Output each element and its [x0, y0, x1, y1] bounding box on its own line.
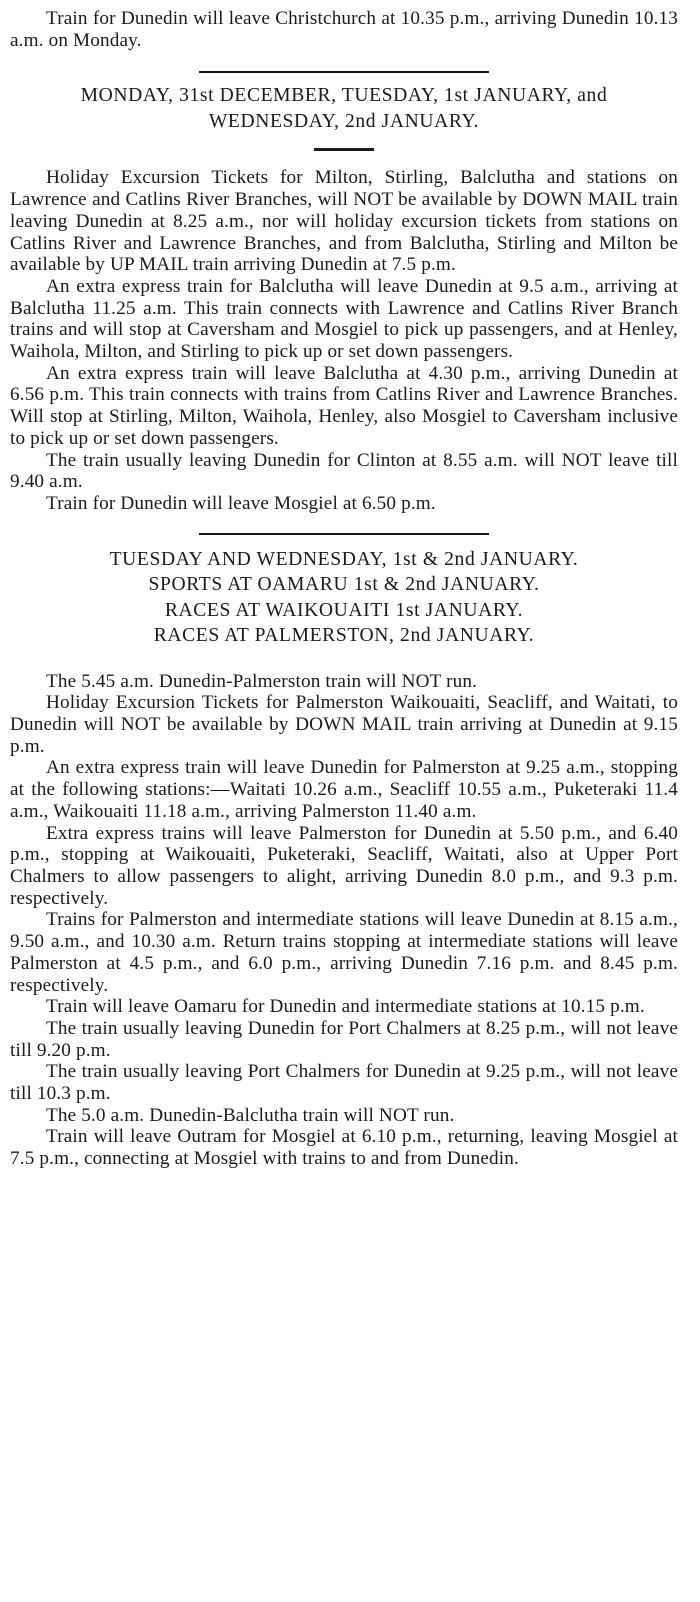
- section-races-sports: [10, 547, 678, 1170]
- notice-paragraph: Train will leave Oamaru for Dunedin and intermediate stations at 10.15 p.m.: [46, 996, 645, 1018]
- divider-rule: [199, 71, 489, 73]
- heading-underline: [314, 148, 374, 151]
- intro-section: [10, 8, 678, 51]
- divider-rule: [199, 533, 489, 535]
- section-heading: TUESDAY AND WEDNESDAY, 1st & 2nd JANUARY.: [109, 548, 579, 570]
- notice-paragraph: Holiday Excursion Tickets for Milton, Stirling, Balclutha and stations on Lawrence and Catlins River Branches, will NOT be available by DOWN MAIL train leaving Dunedin at 8.25 a.m., nor will holiday excursion tickets from stations on Catlins River and Lawrence Branches, and from Balclutha, Stirling and Milton be available by UP MAIL train arriving Dunedin at 7.5 p.m.: [10, 167, 678, 276]
- section-subheading: SPORTS AT OAMARU 1st & 2nd JANUARY.: [148, 574, 540, 596]
- notice-paragraph: The 5.0 a.m. Dunedin-Balclutha train will NOT run.: [46, 1104, 455, 1126]
- notice-paragraph: Train for Dunedin will leave Mosgiel at 6.50 p.m.: [46, 492, 436, 514]
- notice-paragraph: An extra express train for Balclutha will leave Dunedin at 9.5 a.m., arriving at Balclutha 11.25 a.m. This train connects with Lawrence and Catlins River Branch trains and will stop at Caversham and Mosgiel to pick up passengers, and at Henley, Waihola, Milton, and Stirling to pick up or set down passengers.: [10, 275, 678, 363]
- newspaper-notice: [10, 8, 678, 1170]
- notice-paragraph: The train usually leaving Dunedin for Clinton at 8.55 a.m. will NOT leave till 9.40 a.m.: [10, 449, 678, 493]
- section-subheading: RACES AT WAIKOUAITI 1st JANUARY.: [164, 599, 524, 621]
- notice-paragraph: The 5.45 a.m. Dunedin-Palmerston train will NOT run.: [46, 670, 478, 692]
- notice-paragraph: Extra express trains will leave Palmerston for Dunedin at 5.50 p.m., and 6.40 p.m., stopping at Waikouaiti, Puketeraki, Seacliff, Waitati, also at Upper Port Chalmers to allow passengers to alight, arriving Dunedin 8.0 p.m., and 9.3 p.m. respectively.: [10, 822, 678, 909]
- notice-paragraph: Trains for Palmerston and intermediate stations will leave Dunedin at 8.15 a.m., 9.50 a.m., and 10.30 a.m. Return trains stopping at intermediate stations will leave Palmerston at 4.5 p.m., and 6.0 p.m., arriving Dunedin 7.16 p.m. and 8.45 p.m. respectively.: [10, 909, 678, 996]
- notice-paragraph: An extra express train will leave Balclutha at 4.30 p.m., arriving Dunedin at 6.56 p.m. This train connects with trains from Catlins River and Lawrence Branches. Will stop at Stirling, Milton, Waihola, Henley, also Mosgiel to Caversham inclusive to pick up or set down passengers.: [10, 362, 678, 449]
- intro-paragraph: Train for Dunedin will leave Christchurch at 10.35 p.m., arriving Dunedin 10.13 a.m. on Monday.: [10, 8, 678, 51]
- notice-paragraph: An extra express train will leave Dunedin for Palmerston at 9.25 a.m., stopping at the following stations:—Waitati 10.26 a.m., Seacliff 10.55 a.m., Puketeraki 11.4 a.m., Waikouaiti 11.18 a.m., arriving Palmerston 11.40 a.m.: [10, 757, 678, 822]
- notice-paragraph: The train usually leaving Dunedin for Port Chalmers at 8.25 p.m., will not leave till 9.20 p.m.: [10, 1017, 678, 1061]
- section-subheading: RACES AT PALMERSTON, 2nd JANUARY.: [153, 625, 535, 647]
- section-holiday-excursion: [10, 83, 678, 514]
- notice-paragraph: The train usually leaving Port Chalmers for Dunedin at 9.25 p.m., will not leave till 10.3 p.m.: [10, 1061, 678, 1105]
- notice-paragraph: Train will leave Outram for Mosgiel at 6.10 p.m., returning, leaving Mosgiel at 7.5 p.m., connecting at Mosgiel with trains to and from Dunedin.: [10, 1126, 678, 1170]
- section-heading: MONDAY, 31st DECEMBER, TUESDAY, 1st JANUARY, and WEDNESDAY, 2nd JANUARY.: [80, 85, 608, 132]
- notice-paragraph: Holiday Excursion Tickets for Palmerston Waikouaiti, Seacliff, and Waitati, to Dunedin will NOT be available by DOWN MAIL train arriving at Dunedin at 9.15 p.m.: [10, 692, 678, 757]
